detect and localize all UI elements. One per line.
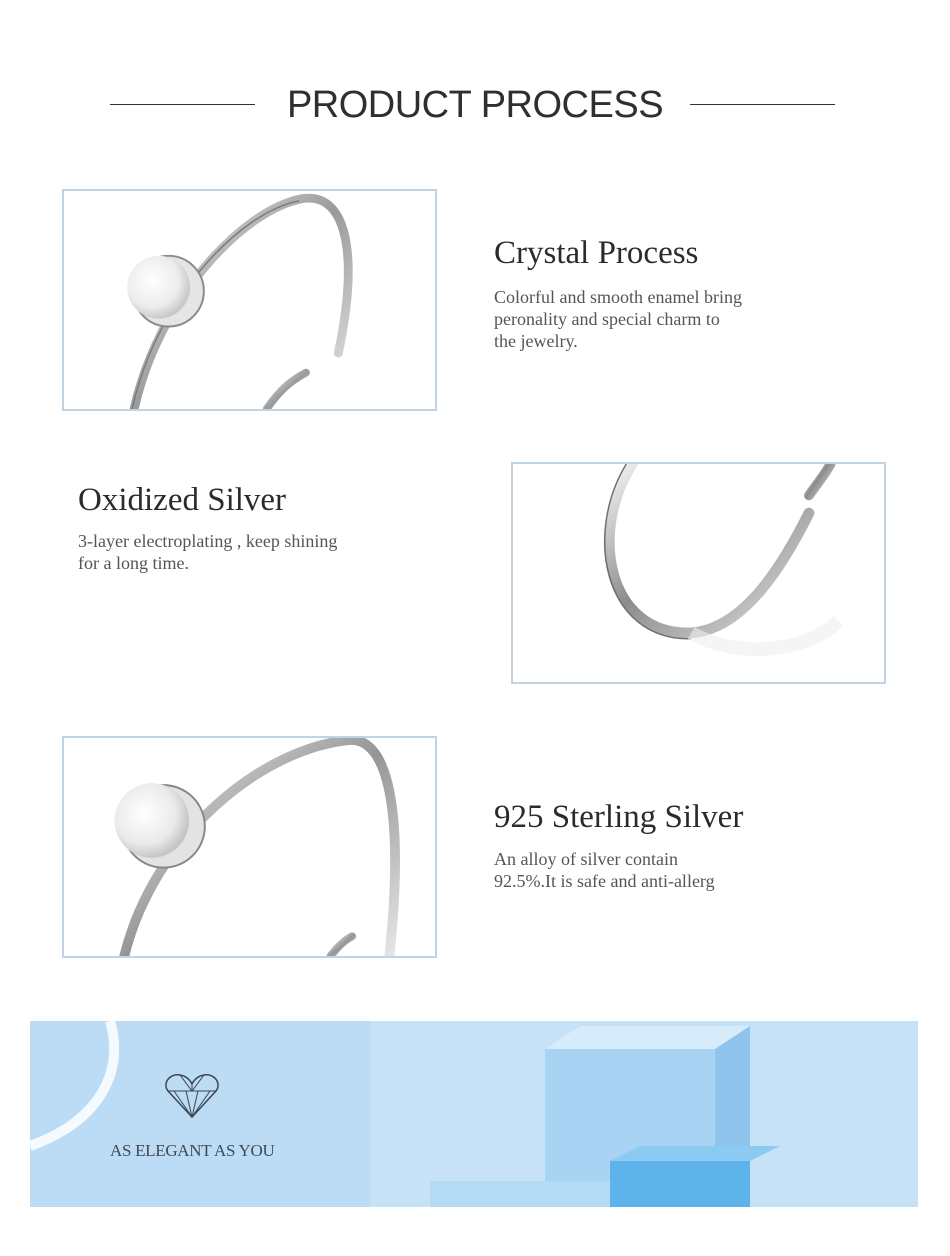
section-desc-sterling	[494, 848, 715, 892]
desc-line: Colorful and smooth enamel bring	[494, 287, 742, 307]
section-desc-crystal	[494, 286, 742, 352]
cube-display-decoration	[370, 1021, 918, 1207]
brand-banner	[30, 1021, 918, 1207]
ring-image	[64, 738, 435, 956]
ring-photo-band-closeup	[511, 462, 886, 684]
banner-left-panel	[30, 1021, 370, 1207]
ring-image	[64, 191, 435, 409]
section-title-oxidized: Oxidized Silver	[78, 482, 287, 518]
ring-photo-pearl-side	[62, 736, 437, 958]
section-header	[0, 80, 950, 130]
banner-right-panel	[370, 1021, 918, 1207]
section-title-crystal: Crystal Process	[494, 235, 699, 271]
page-title: PRODUCT PROCESS	[286, 84, 664, 126]
section-title-sterling: 925 Sterling Silver	[494, 799, 744, 835]
desc-line: the jewelry.	[494, 331, 578, 351]
desc-line: peronality and special charm to	[494, 309, 720, 329]
ring-photo-pearl-top	[62, 189, 437, 411]
heart-diamond-icon	[164, 1071, 220, 1121]
desc-line: for a long time.	[78, 553, 189, 573]
desc-line: An alloy of silver contain	[494, 849, 678, 869]
desc-line: 3-layer electroplating , keep shining	[78, 531, 338, 551]
desc-line: 92.5%.It is safe and anti-allerg	[494, 871, 715, 891]
ring-image	[513, 464, 884, 682]
header-divider-right	[690, 104, 835, 105]
banner-tagline: AS ELEGANT AS YOU	[110, 1141, 275, 1160]
section-desc-oxidized	[78, 530, 337, 574]
